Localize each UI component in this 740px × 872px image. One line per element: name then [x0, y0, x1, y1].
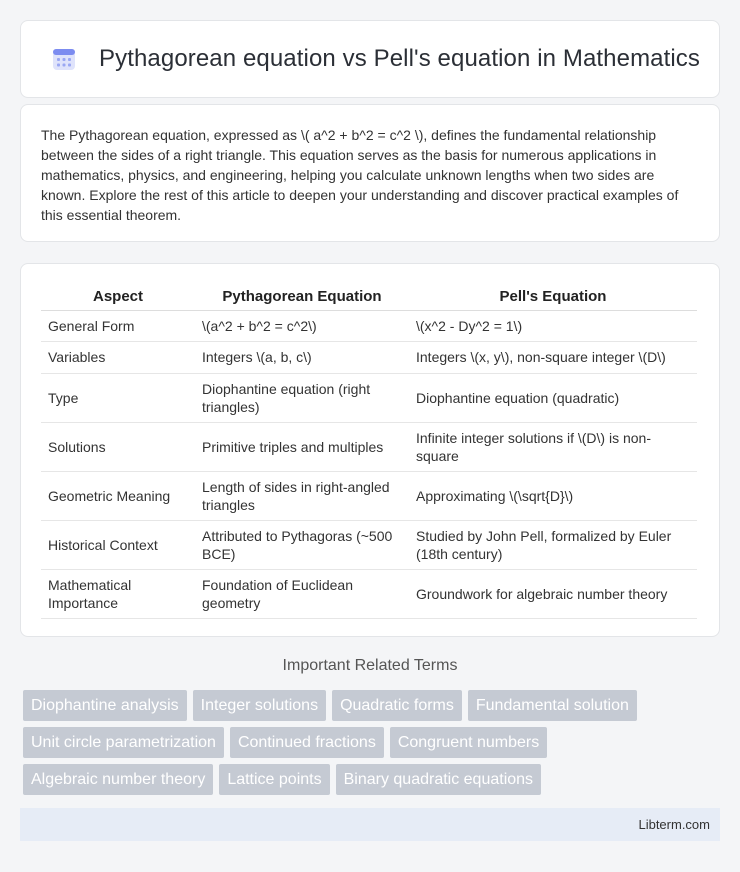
column-header: Aspect	[41, 284, 195, 310]
header-card	[20, 20, 720, 98]
related-term-tag[interactable]: Fundamental solution	[468, 690, 637, 721]
table-cell: Diophantine equation (right triangles)	[195, 373, 409, 422]
footer	[20, 808, 720, 841]
table-cell: Integers \(x, y\), non-square integer \(D\)	[409, 341, 697, 373]
table-row	[41, 471, 697, 520]
tag-row	[23, 727, 723, 758]
footer-site-link[interactable]: Libterm.com	[638, 817, 710, 832]
tag-row	[23, 690, 723, 721]
related-terms-title: Important Related Terms	[282, 657, 458, 674]
table-cell: Attributed to Pythagoras (~500 BCE)	[195, 520, 409, 569]
table-cell: Geometric Meaning	[41, 471, 195, 520]
table-row	[41, 520, 697, 569]
table-cell: \(x^2 - Dy^2 = 1\)	[409, 310, 697, 341]
column-header: Pythagorean Equation	[195, 284, 409, 310]
page-title: Pythagorean equation vs Pell's equation in Mathematics	[99, 45, 701, 72]
table-cell: General Form	[41, 310, 195, 341]
table-cell: Groundwork for algebraic number theory	[409, 569, 697, 618]
intro-paragraph: The Pythagorean equation, expressed as \( a^2 + b^2 = c^2 \), defines the fundamental relationship between the sides of a right triangle. This equation serves as the basis for numerous applications in mathematics, physics, and engineering, helping you calculate unknown lengths when two sides are known. Explore the rest of this article to deepen your understanding and discover practical examples of this essential theorem.	[41, 127, 679, 223]
tag-row	[23, 764, 723, 795]
table-row	[41, 310, 697, 341]
table-row	[41, 373, 697, 422]
table-cell: Foundation of Euclidean geometry	[195, 569, 409, 618]
related-term-tag[interactable]: Quadratic forms	[332, 690, 462, 721]
table-row	[41, 422, 697, 471]
related-term-tag[interactable]: Integer solutions	[193, 690, 326, 721]
table-cell: Mathematical Importance	[41, 569, 195, 618]
comparison-table	[41, 284, 697, 619]
related-term-tag[interactable]: Congruent numbers	[390, 727, 547, 758]
intro-card	[20, 104, 720, 242]
table-cell: Infinite integer solutions if \(D\) is non-square	[409, 422, 697, 471]
related-term-tag[interactable]: Diophantine analysis	[23, 690, 187, 721]
table-cell: Diophantine equation (quadratic)	[409, 373, 697, 422]
table-cell: Integers \(a, b, c\)	[195, 341, 409, 373]
table-header-row	[41, 284, 697, 310]
related-terms-list	[23, 690, 723, 801]
related-term-tag[interactable]: Algebraic number theory	[23, 764, 213, 795]
table-cell: Studied by John Pell, formalized by Euler (18th century)	[409, 520, 697, 569]
column-header: Pell's Equation	[409, 284, 697, 310]
table-cell: Approximating \(\sqrt{D}\)	[409, 471, 697, 520]
table-cell: \(a^2 + b^2 = c^2\)	[195, 310, 409, 341]
table-cell: Type	[41, 373, 195, 422]
related-term-tag[interactable]: Lattice points	[219, 764, 329, 795]
table-cell: Variables	[41, 341, 195, 373]
comparison-card	[20, 263, 720, 637]
table-cell: Historical Context	[41, 520, 195, 569]
table-cell: Solutions	[41, 422, 195, 471]
calendar-grid-icon	[51, 46, 77, 72]
table-cell: Primitive triples and multiples	[195, 422, 409, 471]
related-term-tag[interactable]: Continued fractions	[230, 727, 384, 758]
related-term-tag[interactable]: Unit circle parametrization	[23, 727, 224, 758]
table-row	[41, 569, 697, 618]
table-cell: Length of sides in right-angled triangles	[195, 471, 409, 520]
table-row	[41, 341, 697, 373]
related-term-tag[interactable]: Binary quadratic equations	[336, 764, 541, 795]
